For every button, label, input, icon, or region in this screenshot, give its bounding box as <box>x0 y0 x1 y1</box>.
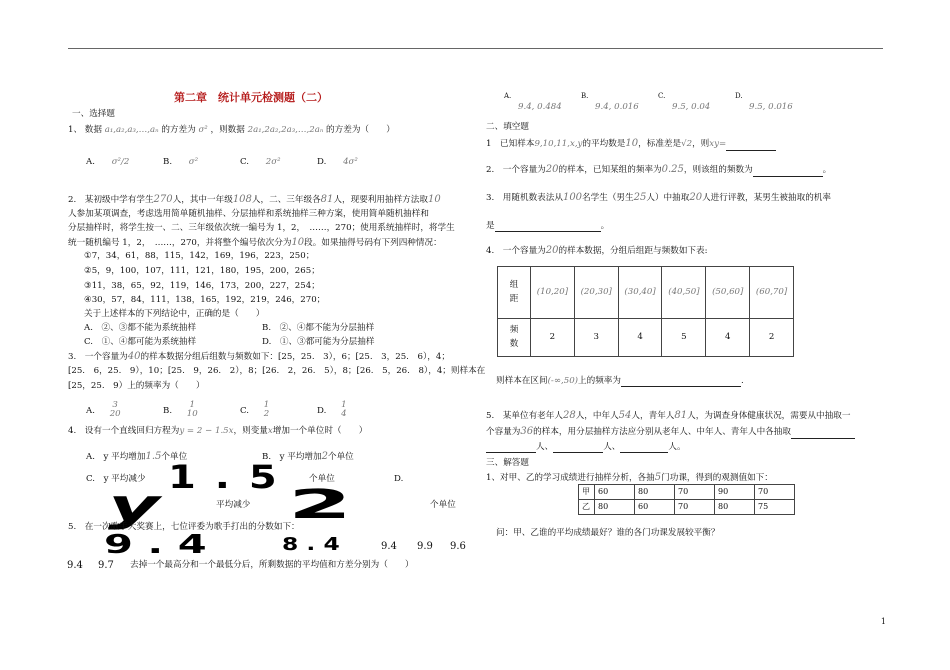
q4-big-2: 2 <box>288 482 353 528</box>
q2-option-c: C. ①、④都可能为系统抽样 <box>84 337 197 347</box>
fill-4-blank[interactable] <box>621 377 741 387</box>
score-row-jia: 甲 60 80 70 90 70 <box>579 485 795 500</box>
interval-cell: (40,50] <box>662 267 706 319</box>
interval-cell: (20,30] <box>574 267 618 319</box>
fill-1-blank[interactable] <box>726 141 776 151</box>
q3-option-a: A. 3 20 <box>86 400 121 420</box>
section-fill-heading: 二、填空题 <box>486 122 529 132</box>
fill-question-5-line-3: 人、 人、 人。 <box>486 442 686 453</box>
question-2-line-3: 分层抽样时，将学生按一、二、三年级依次统一编号为 1，2， ……，270；使用系统抽样时，将学生 <box>68 223 455 233</box>
fill-5-blank-a-cont[interactable] <box>486 443 536 453</box>
count-cell: 5 <box>662 319 706 357</box>
fill-question-3: 3. 用随机数表法从100名学生（男生25人）中抽取20人进行评教，某男生被抽取的机率 <box>486 192 831 203</box>
q4-option-c-label: C. y 平均减少 <box>86 474 146 484</box>
q2-case-4: ④30，57，84，111，138，165，192，219，246，270； <box>84 295 326 305</box>
q1-option-d: D. 4σ² <box>317 157 358 167</box>
question-4: 4. 设有一个直线回归方程为y = 2 − 1.5x，则变量x增加一个单位时（ ） <box>68 426 368 436</box>
fill-5-blank-b[interactable] <box>553 443 603 453</box>
interval-cell: (50,60] <box>706 267 750 319</box>
count-cell: 2 <box>531 319 575 357</box>
question-5: 5. 在一次歌手大奖赛上，七位评委为歌手打出的分数如下： <box>68 522 300 532</box>
q5-big-9-4: 9 . 4 <box>104 530 207 560</box>
fill-question-4: 4. 一个容量为20的样本数据，分组后组距与频数如下表: <box>486 245 708 256</box>
page-title: 第二章 统计单元检测题（二） <box>174 91 328 104</box>
q2-option-a: A. ②、③都不能为系统抽样 <box>84 323 197 333</box>
q1-option-c: C. 2σ² <box>240 157 281 167</box>
q5-score-c: 9.6 <box>450 541 466 552</box>
question-2-line-4: 统一随机编号 1，2， ……，270，并将整个编号依次分为10段。如果抽得号码有下列四种情况： <box>68 237 442 248</box>
q5-big-8-4: 8 . 4 <box>282 534 340 555</box>
interval-row-label: 组 距 <box>498 267 531 319</box>
interval-cell: (30,40] <box>618 267 662 319</box>
score-table <box>578 484 795 515</box>
interval-row <box>498 267 794 319</box>
answer-question-1: 1、对甲、乙的学习成绩进行抽样分析，各抽5门功课，得到的观测值如下： <box>486 472 773 483</box>
page-number: 1 <box>880 617 886 626</box>
q3-option-b: B. 1 10 <box>163 400 198 420</box>
q5-option-d: D. 9.5, 0.016 <box>735 92 793 112</box>
q5-score-d: 9.4 <box>67 560 83 571</box>
q3-option-d: D. 1 4 <box>317 400 347 420</box>
q5-score-e: 9.7 <box>98 560 114 571</box>
q4-option-d-unit: 个单位 <box>430 500 456 510</box>
q5-option-c: C. 9.5, 0.04 <box>658 92 711 112</box>
q1-option-a: A. σ²/2 <box>86 157 130 167</box>
q4-option-c-unit: 个单位 <box>309 474 335 484</box>
q5-prompt: 去掉一个最高分和一个最低分后，所剩数据的平均值和方差分别为（ ） <box>130 560 414 570</box>
q2-case-2: ②5，9，100，107，111，121，180，195，200，265； <box>84 266 320 276</box>
fill-question-2: 2. 一个容量为20的样本，已知某组的频率为0.25，则该组的频数为 。 <box>486 164 832 175</box>
q5-option-a: A. 9.4, 0.484 <box>504 92 562 112</box>
q4-option-d-text: 平均减少 <box>216 500 251 510</box>
interval-cell: (60,70] <box>750 267 794 319</box>
count-row <box>498 319 794 357</box>
fill-2-blank[interactable] <box>753 167 823 177</box>
q4-big-y: y <box>108 480 160 531</box>
q3-option-c: C. 1 2 <box>240 400 270 420</box>
fill-5-blank-a[interactable] <box>791 429 855 439</box>
count-cell: 3 <box>574 319 618 357</box>
q5-score-b: 9.9 <box>417 541 433 552</box>
fill-question-5-line-1: 5. 某单位有老年人28人，中年人54人，青年人81人，为调查身体健康状况，需要从中抽取一 <box>486 410 851 421</box>
section-choice-heading: 一、选择题 <box>72 109 115 119</box>
count-cell: 4 <box>706 319 750 357</box>
fill-question-4-cont: 则样本在区间(-∞,50)上的频率为 . <box>496 376 744 386</box>
q4-big-1-5: 1 . 5 <box>168 458 280 496</box>
q2-prompt: 关于上述样本的下列结论中，正确的是（ ） <box>84 309 265 319</box>
fill-3-blank[interactable] <box>495 222 601 232</box>
question-2-line-2: 人参加某项调查，考虑选用简单随机抽样、分层抽样和系统抽样三种方案，使用简单随机抽样和 <box>68 209 429 219</box>
header-rule <box>68 48 883 49</box>
q2-case-1: ①7，34，61，88，115，142，169，196，223，250； <box>84 251 315 261</box>
score-row-yi: 乙 80 60 70 80 75 <box>579 500 795 515</box>
frequency-table <box>497 266 794 357</box>
count-cell: 2 <box>750 319 794 357</box>
q2-case-3: ③11，38，65，92，119，146，173，200，227，254； <box>84 281 320 291</box>
q5-score-a: 9.4 <box>381 541 397 552</box>
question-3-line-1: 3. 一个容量为40的样本数据分组后组数与频数如下：[25，25. 3），6；[25. 3，25. 6），4； <box>68 351 450 362</box>
q2-option-b: B. ②、④都不能为分层抽样 <box>262 323 375 333</box>
q2-option-d: D. ①、③都可能为分层抽样 <box>262 337 375 347</box>
count-row-label: 频 数 <box>498 319 531 357</box>
q4-option-d-label: D. <box>394 474 404 484</box>
q1-option-b: B. σ² <box>163 157 199 167</box>
interval-cell: (10,20] <box>531 267 575 319</box>
fill-question-3-cont: 是 。 <box>486 221 610 231</box>
fill-question-1: 1 已知样本9,10,11,x,y的平均数是10，标准差是√2，则xy= <box>486 138 776 151</box>
question-3-line-3: [25，25. 9）上的频率为（ ） <box>68 381 205 391</box>
fill-5-blank-c[interactable] <box>620 443 668 453</box>
section-answer-heading: 三、解答题 <box>486 458 529 468</box>
q5-option-b: B. 9.4, 0.016 <box>581 92 639 112</box>
answer-question-1-prompt: 问：甲、乙谁的平均成绩最好？谁的各门功课发展较平衡？ <box>496 528 720 538</box>
count-cell: 4 <box>618 319 662 357</box>
question-3-line-2: [25. 6，25. 9），10；[25. 9，26. 2），8；[26. 2，26. 5），8；[26. 5，26. 8），4；则样本在 <box>68 366 486 376</box>
q4-option-b: B. y 平均增加2个单位 <box>262 451 354 462</box>
fill-question-5-line-2: 个容量为36的样本，用分层抽样方法应分别从老年人、中年人、青年人中各抽取 <box>486 426 855 439</box>
question-2-line-1: 2. 某初级中学有学生270人，其中一年级108人，二、三年级各81人，现要利用抽样方法取10 <box>68 194 441 205</box>
question-1: 1、 数据 a₁,a₂,a₃,…,aₙ 的方差为 σ² ，则数据 2a₁,2a₂,2a₃,…,2aₙ 的方差为（ ） <box>68 125 395 135</box>
q4-option-a: A. y 平均增加1.5个单位 <box>86 451 188 462</box>
